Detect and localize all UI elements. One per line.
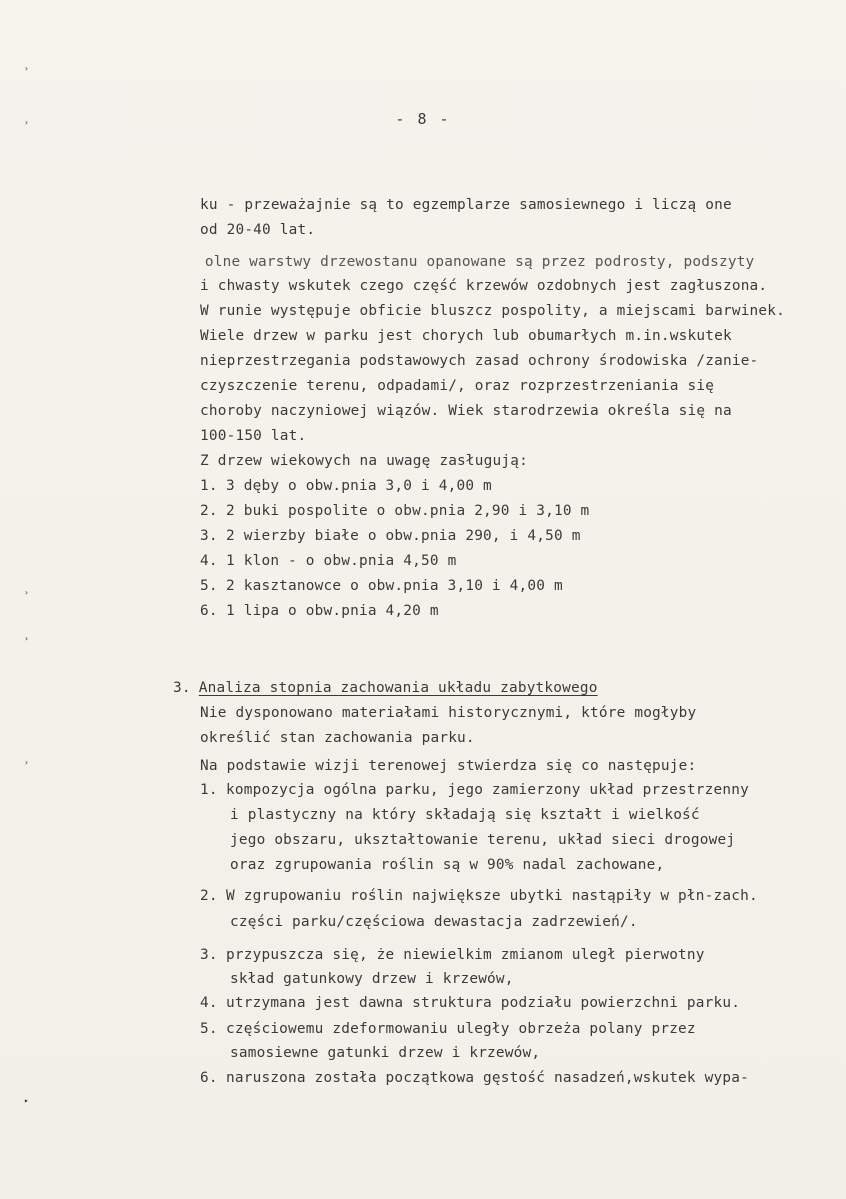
list-number: 5. xyxy=(200,1021,218,1037)
text-line: jego obszaru, ukształtowanie terenu, układ sieci drogowej xyxy=(230,832,736,848)
list-item xyxy=(200,1070,749,1086)
text-line: części parku/częściowa dewastacja zadrzewień/. xyxy=(230,914,638,930)
list-text: częściowemu zdeformowaniu uległy obrzeża polany przez xyxy=(226,1021,696,1037)
text-line: W runie występuje obficie bluszcz pospolity, a miejscami barwinek. xyxy=(200,303,786,319)
text-line: ku - przeważajnie są to egzemplarze samosiewnego i liczą one xyxy=(200,197,732,213)
margin-mark: › xyxy=(24,758,29,767)
list-item xyxy=(200,603,439,619)
text-line: nieprzestrzegania podstawowych zasad ochrony środowiska /zanie- xyxy=(200,353,759,369)
section-heading xyxy=(173,680,598,696)
text-line: olne warstwy drzewostanu opanowane są przez podrosty, podszyty xyxy=(196,254,755,270)
margin-mark: › xyxy=(24,64,29,73)
list-item xyxy=(200,888,758,904)
list-text: 1 lipa o obw.pnia 4,20 m xyxy=(226,603,439,619)
text-line: Wiele drzew w parku jest chorych lub obumarłych m.in.wskutek xyxy=(200,328,732,344)
list-item xyxy=(200,578,563,594)
list-text: 2 buki pospolite o obw.pnia 2,90 i 3,10 m xyxy=(226,503,590,519)
list-text: przypuszcza się, że niewielkim zmianom uległ pierwotny xyxy=(226,947,705,963)
list-number: 1. xyxy=(200,478,218,494)
list-number: 4. xyxy=(200,553,218,569)
section-title: Analiza stopnia zachowania układu zabytkowego xyxy=(198,680,598,696)
margin-mark: › xyxy=(24,634,29,643)
list-text: kompozycja ogólna parku, jego zamierzony układ przestrzenny xyxy=(226,782,749,798)
text-line: skład gatunkowy drzew i krzewów, xyxy=(230,971,514,987)
list-text: W zgrupowaniu roślin największe ubytki nastąpiły w płn-zach. xyxy=(226,888,758,904)
margin-mark: › xyxy=(24,588,29,597)
list-number: 3. xyxy=(200,528,218,544)
list-text: 3 dęby o obw.pnia 3,0 i 4,00 m xyxy=(226,478,492,494)
list-number: 2. xyxy=(200,503,218,519)
list-item xyxy=(200,503,589,519)
margin-mark: › xyxy=(24,118,29,127)
list-number: 3. xyxy=(200,947,218,963)
text-line: Z drzew wiekowych na uwagę zasługują: xyxy=(200,453,528,469)
list-item xyxy=(200,478,492,494)
text-line: i chwasty wskutek czego część krzewów ozdobnych jest zagłuszona. xyxy=(200,278,768,294)
list-number: 6. xyxy=(200,603,218,619)
section-number: 3. xyxy=(173,680,191,696)
list-number: 4. xyxy=(200,995,218,1011)
list-text: 2 wierzby białe o obw.pnia 290, i 4,50 m xyxy=(226,528,581,544)
list-number: 6. xyxy=(200,1070,218,1086)
text-line: określić stan zachowania parku. xyxy=(200,730,475,746)
list-number: 2. xyxy=(200,888,218,904)
text-line: choroby naczyniowej wiązów. Wiek starodrzewia określa się na xyxy=(200,403,732,419)
list-item xyxy=(200,947,705,963)
text-line: samosiewne gatunki drzew i krzewów, xyxy=(230,1045,541,1061)
list-item xyxy=(200,553,456,569)
text-line: od 20-40 lat. xyxy=(200,222,316,238)
text-line: Na podstawie wizji terenowej stwierdza się co następuje: xyxy=(200,758,697,774)
list-text: utrzymana jest dawna struktura podziału powierzchni parku. xyxy=(226,995,741,1011)
text-line: Nie dysponowano materiałami historycznymi, które mogłyby xyxy=(200,705,697,721)
list-item xyxy=(200,1021,696,1037)
margin-mark: ▸ xyxy=(24,1096,29,1105)
list-item xyxy=(200,528,581,544)
list-text: naruszona została początkowa gęstość nasadzeń,wskutek wypa- xyxy=(226,1070,749,1086)
list-text: 1 klon - o obw.pnia 4,50 m xyxy=(226,553,457,569)
text-line: 100-150 lat. xyxy=(200,428,307,444)
list-number: 5. xyxy=(200,578,218,594)
text-line: i plastyczny na który składają się kształt i wielkość xyxy=(230,807,700,823)
list-text: 2 kasztanowce o obw.pnia 3,10 i 4,00 m xyxy=(226,578,563,594)
text-line: czyszczenie terenu, odpadami/, oraz rozprzestrzeniania się xyxy=(200,378,715,394)
list-number: 1. xyxy=(200,782,218,798)
page-number: - 8 - xyxy=(395,110,451,128)
list-item xyxy=(200,995,740,1011)
list-item xyxy=(200,782,749,798)
text-line: oraz zgrupowania roślin są w 90% nadal zachowane, xyxy=(230,857,665,873)
